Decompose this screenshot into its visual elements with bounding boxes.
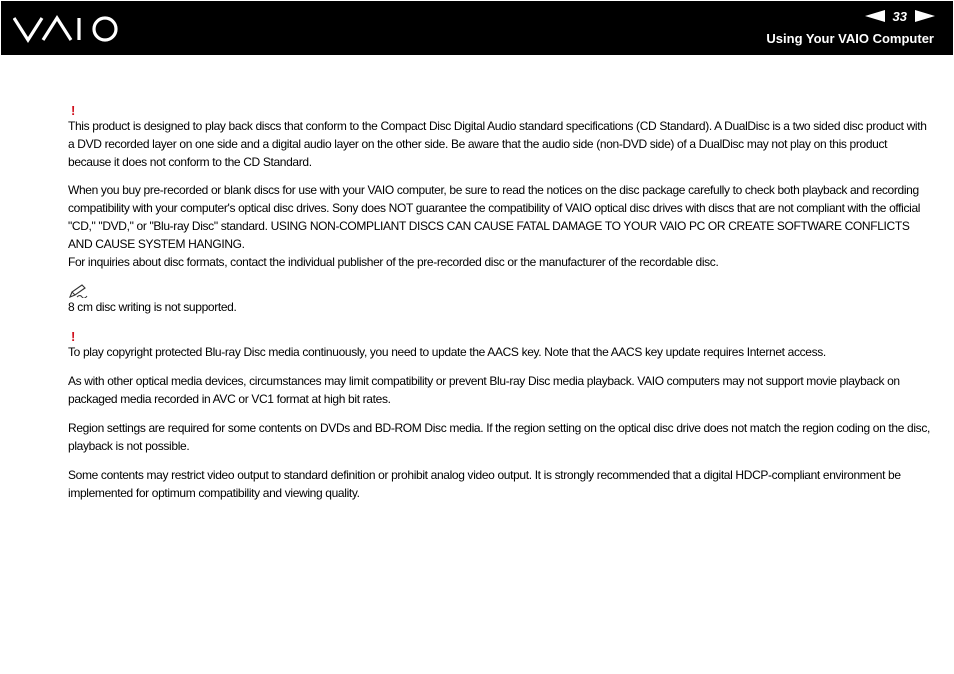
optical-compatibility-paragraph: As with other optical media devices, circumstances may limit compatibility or prevent Blu-ray Disc media playback. VAIO computers may not support movie playback on packaged media recorded in AVC or VC1 format at high bit rates. <box>68 374 900 406</box>
warning-dualdisc-text: This product is designed to play back discs that conform to the Compact Disc Digital Audio standard specifications (CD Standard). A DualDisc is a two sided disc product with a DVD recorded layer on one side and a digital audio layer on the other side. Be aware that the audio side (non-DVD side) of a DualDisc may not play on this product because it does not conform to the CD Standard. <box>68 119 927 169</box>
next-page-arrow-icon[interactable] <box>915 10 935 22</box>
inquiries-paragraph: For inquiries about disc formats, contact the individual publisher of the pre-recorded disc or the manufacturer of the recordable disc. <box>68 255 719 269</box>
page-number: 33 <box>892 8 907 24</box>
section-title: Using Your VAIO Computer <box>766 31 934 46</box>
previous-page-arrow-icon[interactable] <box>865 10 885 22</box>
warning-aacs-text: To play copyright protected Blu-ray Disc media continuously, you need to update the AACS key. Note that the AACS key update requires Internet access. <box>68 345 826 359</box>
vaio-logo <box>13 15 121 43</box>
purchase-notice-paragraph: When you buy pre-recorded or blank discs for use with your VAIO computer, be sure to read the notices on the disc package carefully to check both playback and recording compatibility with your computer's optical disc drives. Sony does NOT guarantee the compatibility of VAIO optical disc drives with discs that are not compliant with the official "CD," "DVD," or "Blu-ray Disc" standard. USING NON-COMPLIANT DISCS CAN CAUSE FATAL DAMAGE TO YOUR VAIO PC OR CREATE SOFTWARE CONFLICTS AND CAUSE SYSTEM HANGING. <box>68 183 921 251</box>
exclamation-icon: ! <box>71 329 75 344</box>
page-header <box>1 1 953 55</box>
note-text: 8 cm disc writing is not supported. <box>68 300 237 314</box>
region-settings-paragraph: Region settings are required for some contents on DVDs and BD-ROM Disc media. If the region setting on the optical disc drive does not match the region coding on the disc, playback is not possible. <box>68 421 930 453</box>
page-content <box>68 104 930 502</box>
page-navigation <box>865 7 935 25</box>
pencil-note-icon <box>68 284 88 298</box>
hdcp-paragraph: Some contents may restrict video output to standard definition or prohibit analog video output. It is strongly recommended that a digital HDCP-compliant environment be implemented for optimum compatibility and viewing quality. <box>68 468 901 500</box>
exclamation-icon: ! <box>71 103 75 118</box>
